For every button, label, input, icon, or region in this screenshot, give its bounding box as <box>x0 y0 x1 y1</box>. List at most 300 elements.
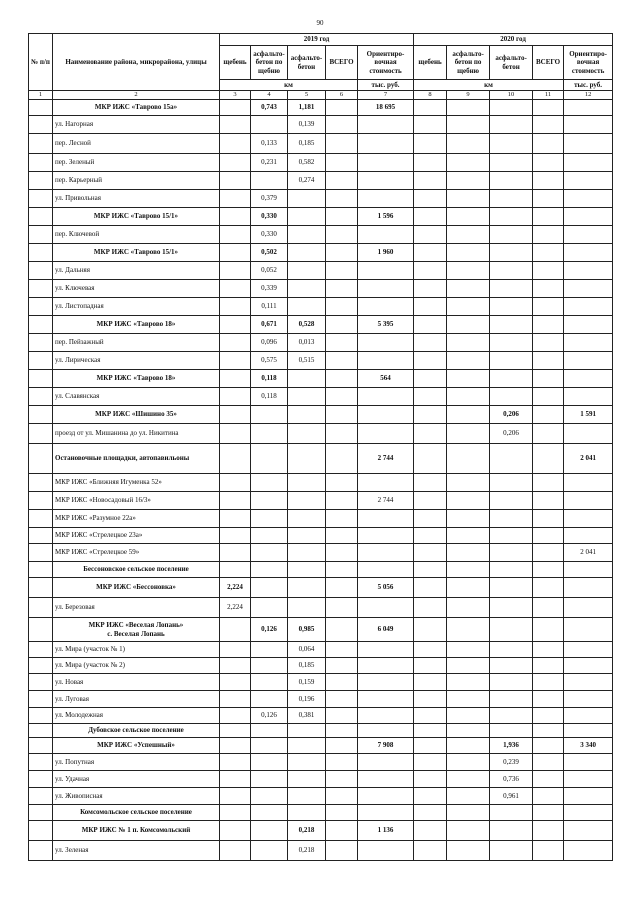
value-cell <box>533 370 564 388</box>
value-cell <box>447 316 490 334</box>
value-cell: 1 136 <box>358 821 414 841</box>
value-cell <box>414 805 447 821</box>
value-cell <box>533 244 564 262</box>
header-2020-total: ВСЕГО <box>533 46 564 80</box>
value-cell <box>447 805 490 821</box>
value-cell <box>490 674 533 691</box>
value-cell <box>533 100 564 116</box>
value-cell <box>288 190 326 208</box>
value-cell <box>220 618 251 642</box>
value-cell <box>490 154 533 172</box>
column-number: 8 <box>414 91 447 100</box>
value-cell <box>564 492 613 510</box>
row-name-cell: МКР ИЖС «Стрелецкое 23а» <box>53 528 220 544</box>
value-cell <box>251 821 288 841</box>
value-cell <box>358 172 414 190</box>
value-cell <box>490 528 533 544</box>
value-cell <box>288 805 326 821</box>
value-cell <box>358 190 414 208</box>
row-name-cell: Дубовское сельское поселение <box>53 724 220 738</box>
value-cell <box>447 821 490 841</box>
value-cell <box>326 841 358 861</box>
value-cell <box>447 134 490 154</box>
value-cell: 0,961 <box>490 788 533 805</box>
value-cell <box>326 406 358 424</box>
value-cell <box>288 370 326 388</box>
value-cell <box>251 528 288 544</box>
value-cell <box>533 658 564 674</box>
value-cell: 0,379 <box>251 190 288 208</box>
row-name-cell: МКР ИЖС «Разумное 22а» <box>53 510 220 528</box>
value-cell <box>447 771 490 788</box>
value-cell: 18 695 <box>358 100 414 116</box>
value-cell: 0,052 <box>251 262 288 280</box>
value-cell <box>414 691 447 708</box>
value-cell <box>490 708 533 724</box>
value-cell <box>533 154 564 172</box>
value-cell <box>490 821 533 841</box>
value-cell <box>447 562 490 578</box>
value-cell <box>220 444 251 474</box>
row-name-cell: МКР ИЖС «Ближняя Игуменка 52» <box>53 474 220 492</box>
value-cell <box>564 691 613 708</box>
row-number-cell <box>29 805 53 821</box>
value-cell <box>326 116 358 134</box>
value-cell <box>326 474 358 492</box>
table-row <box>29 154 613 172</box>
value-cell <box>533 134 564 154</box>
row-name-cell: Бессоновское сельское поселение <box>53 562 220 578</box>
value-cell <box>220 424 251 444</box>
table-row <box>29 841 613 861</box>
row-number-cell <box>29 544 53 562</box>
value-cell <box>447 598 490 618</box>
table-row <box>29 352 613 370</box>
value-cell <box>447 841 490 861</box>
row-name-cell: ул. Нагорная <box>53 116 220 134</box>
value-cell <box>490 316 533 334</box>
value-cell <box>533 674 564 691</box>
value-cell <box>414 172 447 190</box>
value-cell <box>447 352 490 370</box>
column-number: 12 <box>564 91 613 100</box>
value-cell <box>358 724 414 738</box>
value-cell <box>220 708 251 724</box>
header-num: № п/п <box>29 34 53 91</box>
value-cell <box>533 642 564 658</box>
value-cell <box>251 724 288 738</box>
row-number-cell <box>29 788 53 805</box>
value-cell <box>326 154 358 172</box>
value-cell <box>326 674 358 691</box>
value-cell <box>358 280 414 298</box>
value-cell <box>414 262 447 280</box>
value-cell <box>326 316 358 334</box>
value-cell <box>447 618 490 642</box>
value-cell <box>490 544 533 562</box>
value-cell: 2 041 <box>564 544 613 562</box>
value-cell: 0,528 <box>288 316 326 334</box>
value-cell <box>251 598 288 618</box>
value-cell <box>358 510 414 528</box>
table-row <box>29 298 613 316</box>
value-cell: 0,111 <box>251 298 288 316</box>
value-cell <box>490 370 533 388</box>
group-row <box>29 406 613 424</box>
row-number-cell <box>29 444 53 474</box>
value-cell <box>414 788 447 805</box>
value-cell <box>288 244 326 262</box>
value-cell <box>358 708 414 724</box>
row-number-cell <box>29 642 53 658</box>
value-cell <box>326 172 358 190</box>
value-cell <box>326 352 358 370</box>
value-cell: 564 <box>358 370 414 388</box>
row-number-cell <box>29 474 53 492</box>
value-cell <box>326 598 358 618</box>
value-cell <box>220 805 251 821</box>
row-name-line2: с. Веселая Лопань <box>107 629 165 638</box>
value-cell <box>220 116 251 134</box>
value-cell <box>358 562 414 578</box>
value-cell: 0,196 <box>288 691 326 708</box>
value-cell <box>414 771 447 788</box>
header-2019-cost: Ориентиро-вочная стоимость <box>358 46 414 80</box>
header-2020-gravel: щебень <box>414 46 447 80</box>
value-cell <box>447 658 490 674</box>
value-cell <box>533 444 564 474</box>
row-number-cell <box>29 388 53 406</box>
value-cell <box>358 388 414 406</box>
value-cell <box>564 116 613 134</box>
table-row <box>29 134 613 154</box>
value-cell <box>358 805 414 821</box>
value-cell <box>251 562 288 578</box>
roads-table <box>28 33 613 861</box>
value-cell <box>358 642 414 658</box>
row-name-cell: МКР ИЖС «Таврово 18» <box>53 370 220 388</box>
value-cell <box>251 841 288 861</box>
value-cell <box>414 544 447 562</box>
value-cell <box>326 528 358 544</box>
value-cell <box>564 474 613 492</box>
value-cell <box>447 788 490 805</box>
value-cell <box>358 134 414 154</box>
table-row <box>29 754 613 771</box>
value-cell <box>251 544 288 562</box>
value-cell <box>220 406 251 424</box>
value-cell <box>220 544 251 562</box>
value-cell <box>490 691 533 708</box>
value-cell <box>220 262 251 280</box>
value-cell <box>288 788 326 805</box>
value-cell <box>220 754 251 771</box>
value-cell <box>564 598 613 618</box>
value-cell <box>288 208 326 226</box>
value-cell <box>220 154 251 172</box>
value-cell <box>326 226 358 244</box>
value-cell <box>220 280 251 298</box>
row-name-cell: ул. Новая <box>53 674 220 691</box>
value-cell <box>447 691 490 708</box>
value-cell <box>414 352 447 370</box>
header-2020-asphalt-gravel: асфальто-бетон по щебню <box>447 46 490 80</box>
table-row <box>29 116 613 134</box>
column-number: 1 <box>29 91 53 100</box>
value-cell <box>490 444 533 474</box>
value-cell <box>533 788 564 805</box>
value-cell <box>414 334 447 352</box>
value-cell <box>533 738 564 754</box>
value-cell <box>447 370 490 388</box>
row-name-cell: ул. Живописная <box>53 788 220 805</box>
value-cell <box>414 528 447 544</box>
value-cell <box>533 598 564 618</box>
row-name-cell: ул. Удачная <box>53 771 220 788</box>
value-cell <box>564 658 613 674</box>
table-row <box>29 510 613 528</box>
value-cell: 2 744 <box>358 492 414 510</box>
value-cell <box>533 544 564 562</box>
group-row <box>29 316 613 334</box>
table-row <box>29 544 613 562</box>
value-cell <box>251 510 288 528</box>
value-cell <box>220 244 251 262</box>
value-cell: 1 596 <box>358 208 414 226</box>
value-cell <box>288 226 326 244</box>
value-cell <box>414 280 447 298</box>
value-cell: 0,330 <box>251 226 288 244</box>
value-cell <box>533 841 564 861</box>
value-cell <box>414 370 447 388</box>
table-row <box>29 691 613 708</box>
row-name-cell: МКР ИЖС «Таврово 18» <box>53 316 220 334</box>
page-number: 90 <box>316 19 324 27</box>
value-cell <box>326 562 358 578</box>
row-name-cell: ул. Попутная <box>53 754 220 771</box>
value-cell <box>288 598 326 618</box>
value-cell <box>326 788 358 805</box>
row-number-cell <box>29 618 53 642</box>
value-cell <box>251 116 288 134</box>
value-cell <box>490 100 533 116</box>
row-number-cell <box>29 691 53 708</box>
value-cell <box>447 474 490 492</box>
value-cell <box>288 562 326 578</box>
value-cell <box>564 618 613 642</box>
value-cell <box>447 444 490 474</box>
row-name-cell: пер. Ключевой <box>53 226 220 244</box>
value-cell <box>490 334 533 352</box>
value-cell <box>326 642 358 658</box>
row-number-cell <box>29 528 53 544</box>
value-cell <box>220 510 251 528</box>
value-cell <box>564 562 613 578</box>
value-cell <box>326 492 358 510</box>
value-cell <box>288 510 326 528</box>
value-cell: 0,381 <box>288 708 326 724</box>
value-cell <box>533 298 564 316</box>
value-cell <box>358 262 414 280</box>
value-cell <box>251 172 288 190</box>
row-number-cell <box>29 154 53 172</box>
row-number-cell <box>29 226 53 244</box>
row-name-cell: ул. Дальняя <box>53 262 220 280</box>
value-cell <box>251 674 288 691</box>
value-cell <box>533 388 564 406</box>
value-cell: 0,239 <box>490 754 533 771</box>
value-cell <box>326 100 358 116</box>
value-cell <box>220 528 251 544</box>
value-cell <box>533 528 564 544</box>
value-cell: 2 041 <box>564 444 613 474</box>
value-cell: 0,330 <box>251 208 288 226</box>
value-cell: 2 744 <box>358 444 414 474</box>
row-number-cell <box>29 754 53 771</box>
value-cell <box>564 578 613 598</box>
value-cell <box>358 841 414 861</box>
group-row <box>29 821 613 841</box>
value-cell <box>490 492 533 510</box>
value-cell <box>414 388 447 406</box>
value-cell <box>358 754 414 771</box>
value-cell: 0,118 <box>251 388 288 406</box>
value-cell <box>358 598 414 618</box>
value-cell <box>447 172 490 190</box>
value-cell <box>414 134 447 154</box>
row-name-cell: ул. Листопадная <box>53 298 220 316</box>
value-cell <box>414 841 447 861</box>
value-cell <box>414 598 447 618</box>
value-cell: 5 395 <box>358 316 414 334</box>
section-row <box>29 562 613 578</box>
value-cell <box>414 316 447 334</box>
row-name-cell: МКР ИЖС «Успешный» <box>53 738 220 754</box>
value-cell <box>220 562 251 578</box>
row-name-cell: ул. Луговая <box>53 691 220 708</box>
value-cell <box>326 724 358 738</box>
value-cell <box>251 738 288 754</box>
group-row <box>29 244 613 262</box>
value-cell <box>326 618 358 642</box>
value-cell <box>326 424 358 444</box>
value-cell <box>326 544 358 562</box>
value-cell <box>326 754 358 771</box>
value-cell: 0,231 <box>251 154 288 172</box>
value-cell <box>564 262 613 280</box>
value-cell <box>358 424 414 444</box>
value-cell <box>220 100 251 116</box>
value-cell: 0,502 <box>251 244 288 262</box>
row-number-cell <box>29 316 53 334</box>
value-cell <box>447 708 490 724</box>
table-row <box>29 334 613 352</box>
row-number-cell <box>29 738 53 754</box>
value-cell: 0,185 <box>288 658 326 674</box>
value-cell <box>251 805 288 821</box>
value-cell: 1 591 <box>564 406 613 424</box>
value-cell <box>326 134 358 154</box>
value-cell <box>288 280 326 298</box>
value-cell <box>533 821 564 841</box>
value-cell <box>358 226 414 244</box>
value-cell <box>288 754 326 771</box>
value-cell <box>447 208 490 226</box>
value-cell <box>414 642 447 658</box>
header-2020-unit-rub: тыс. руб. <box>564 80 613 91</box>
value-cell <box>564 510 613 528</box>
value-cell <box>533 316 564 334</box>
value-cell <box>220 226 251 244</box>
row-name-cell: пер. Пейзажный <box>53 334 220 352</box>
value-cell <box>358 116 414 134</box>
value-cell <box>447 298 490 316</box>
row-number-cell <box>29 298 53 316</box>
row-number-cell <box>29 821 53 841</box>
table-row <box>29 642 613 658</box>
value-cell <box>564 134 613 154</box>
column-number: 9 <box>447 91 490 100</box>
group-row <box>29 208 613 226</box>
value-cell <box>564 424 613 444</box>
value-cell <box>564 208 613 226</box>
value-cell <box>564 316 613 334</box>
value-cell <box>447 578 490 598</box>
header-2019-asphalt-gravel: асфальто-бетон по щебню <box>251 46 288 80</box>
row-name-cell: ул. Мира (участок № 1) <box>53 642 220 658</box>
value-cell: 1,936 <box>490 738 533 754</box>
row-number-cell <box>29 190 53 208</box>
row-number-cell <box>29 280 53 298</box>
table-row <box>29 388 613 406</box>
value-cell: 0,339 <box>251 280 288 298</box>
value-cell <box>288 298 326 316</box>
row-name-cell: Комсомольское сельское поселение <box>53 805 220 821</box>
value-cell <box>358 154 414 172</box>
table-row <box>29 598 613 618</box>
value-cell <box>533 172 564 190</box>
column-number: 4 <box>251 91 288 100</box>
table-row <box>29 190 613 208</box>
value-cell <box>490 578 533 598</box>
table-row <box>29 708 613 724</box>
value-cell <box>288 771 326 788</box>
value-cell <box>414 708 447 724</box>
row-number-cell <box>29 334 53 352</box>
row-name-cell: пер. Карьерный <box>53 172 220 190</box>
row-number-cell <box>29 578 53 598</box>
value-cell <box>447 190 490 208</box>
value-cell <box>447 388 490 406</box>
value-cell <box>533 190 564 208</box>
value-cell <box>490 116 533 134</box>
value-cell <box>326 298 358 316</box>
value-cell <box>288 492 326 510</box>
value-cell <box>288 262 326 280</box>
value-cell <box>490 190 533 208</box>
row-name-cell: ул. Славянская <box>53 388 220 406</box>
value-cell <box>533 226 564 244</box>
value-cell <box>358 691 414 708</box>
value-cell <box>490 618 533 642</box>
value-cell <box>358 298 414 316</box>
table-body <box>29 100 613 861</box>
header-year-2019: 2019 год <box>220 34 414 46</box>
value-cell: 7 908 <box>358 738 414 754</box>
row-name-line1: МКР ИЖС «Веселая Лопань» <box>88 621 184 630</box>
value-cell <box>288 738 326 754</box>
value-cell: 0,736 <box>490 771 533 788</box>
